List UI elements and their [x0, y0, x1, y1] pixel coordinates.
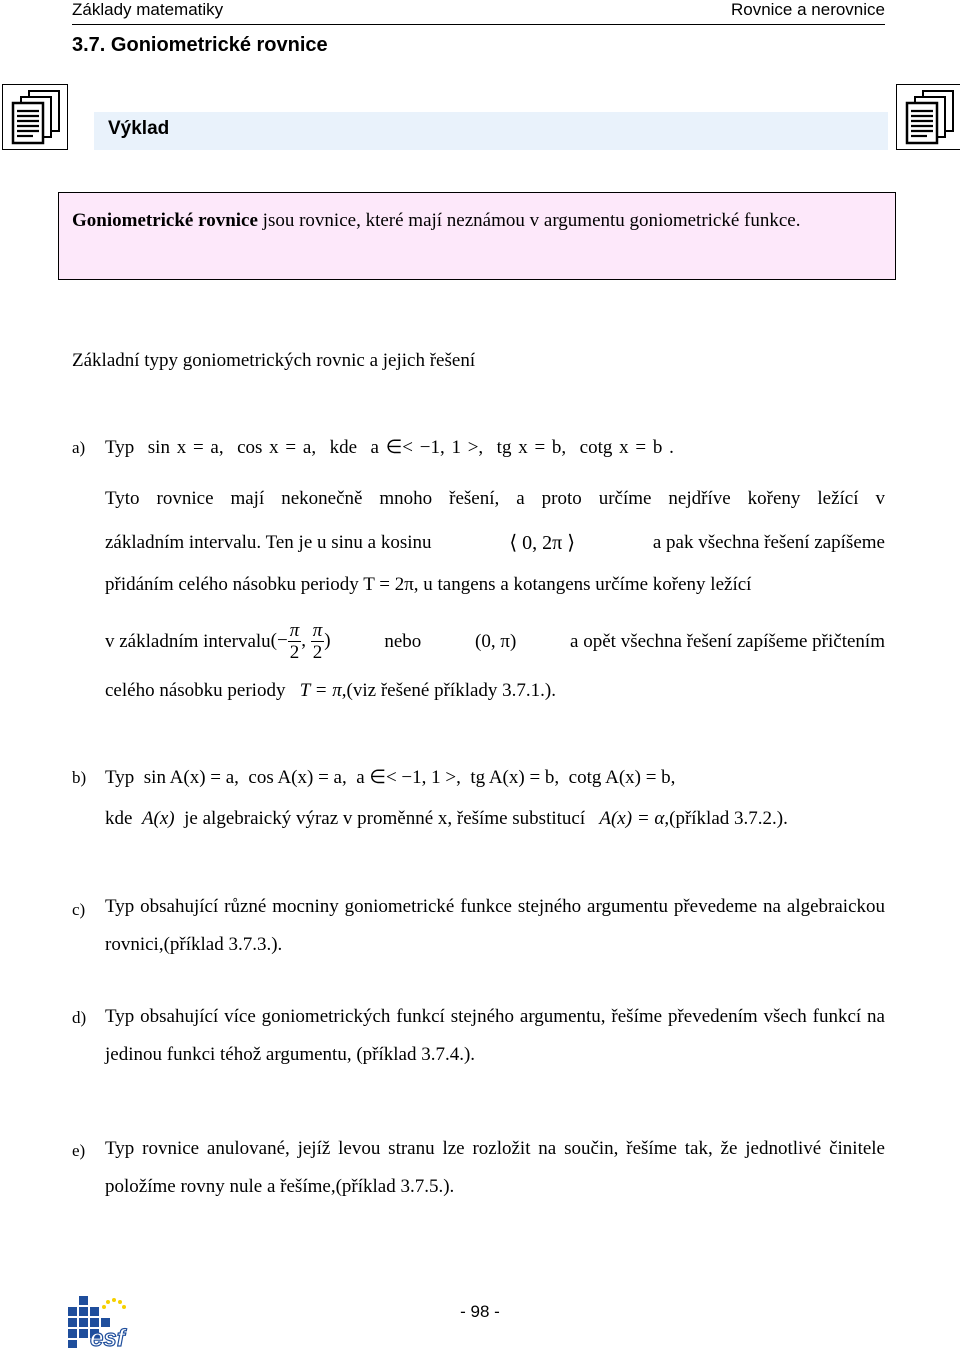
header-rule	[72, 24, 885, 25]
type-a-line5-end: ,(viz řešené příklady 3.7.1.).	[341, 680, 556, 701]
interval-minus-pi2-pi2: (− $\frac{\pi}{2}$ , $\frac{\pi}{2}$ )	[270, 619, 331, 663]
frac-den: 2	[289, 641, 300, 663]
explanation-label: Výklad	[108, 118, 170, 139]
esf-logo-text: esf	[90, 1325, 125, 1348]
page-number: - 98 -	[460, 1302, 500, 1321]
frac-den: 2	[312, 641, 323, 663]
type-a-label: a)	[72, 438, 86, 457]
type-a-nebo: nebo	[384, 631, 422, 652]
type-b-label: b)	[72, 768, 87, 787]
running-header-left: Základy matematiky	[72, 0, 224, 19]
type-a-line4	[105, 612, 885, 672]
type-b-line2	[105, 808, 788, 830]
document-stack-icon	[896, 84, 960, 150]
interval-0-2pi-text: 0, 2π	[522, 532, 563, 554]
type-a-line2	[105, 530, 885, 555]
interval-0-2pi: ⟨ 0, 2π ⟩	[509, 532, 576, 554]
formula-sin: sin x = a,	[147, 437, 224, 458]
frac-num: π	[312, 619, 323, 641]
type-b-line1: Typ sin A(x) = a, cos A(x) = a, a ∈< −1, 1 >, tg A(x) = b, cotg A(x) = b,	[105, 767, 676, 788]
type-b-ax: A(x)	[141, 808, 175, 829]
definition-term: Goniometrické rovnice	[72, 210, 258, 231]
type-a-line5	[105, 680, 556, 702]
type-a-line4-end: a opět všechna řešení zapíšeme přičtením	[570, 631, 885, 652]
type-a-formula-line	[105, 436, 674, 459]
type-a-line4-text: v základním intervalu	[105, 630, 271, 652]
period-pi: T = π	[299, 680, 342, 701]
formula-cos: cos x = a,	[237, 437, 317, 458]
type-a-line5-start: celého násobku periody	[105, 680, 286, 701]
period-2pi: 2π	[394, 574, 414, 595]
types-heading: Základní typy goniometrických rovnic a jejich řešení	[72, 350, 476, 371]
running-header-right: Rovnice a nerovnice	[730, 0, 885, 19]
type-d-label: d)	[72, 1008, 87, 1027]
document-stack-icon	[2, 84, 68, 150]
type-b-line2-end: ,(příklad 3.7.2.).	[664, 808, 788, 829]
frac-num: π	[289, 619, 300, 641]
formula-cotg: cotg x = b .	[579, 437, 674, 458]
type-a-kde: kde	[329, 437, 358, 458]
definition-rest: jsou rovnice, které mají neznámou v argumentu goniometrické funkce.	[257, 210, 801, 231]
esf-logo-icon	[68, 1296, 130, 1348]
type-a-line3-start: přidáním celého násobku periody T =	[105, 574, 390, 595]
type-a-line1: Tyto rovnice mají nekonečně mnoho řešení, a proto určíme nejdříve kořeny ležící v	[105, 488, 885, 509]
formula-range: a ∈< −1, 1 >,	[370, 437, 484, 458]
type-a-prefix: Typ	[105, 437, 135, 458]
type-a-line4-start	[105, 621, 331, 664]
type-a-line3	[105, 574, 885, 596]
type-c-label: c)	[72, 900, 86, 919]
type-e-label: e)	[72, 1141, 86, 1160]
type-a-line2-end: a pak všechna řešení zapíšeme	[652, 531, 885, 553]
interval-0-pi: (0, π)	[475, 631, 517, 652]
type-b-substitution: A(x) = α	[599, 808, 665, 829]
section-title: 3.7. Goniometrické rovnice	[72, 34, 328, 56]
type-c-text: Typ obsahující různé mocniny goniometrické funkce stejného argumentu převedeme na algebraickou rovnici,(příklad 3.7.3.).	[105, 896, 885, 955]
formula-tg: tg x = b,	[496, 437, 567, 458]
type-a-line3-end: , u tangens a kotangens určíme kořeny ležící	[413, 574, 752, 595]
type-b-line2-text: je algebraický výraz v proměnné x, řešíme substitucí	[184, 808, 586, 829]
type-a-line2-start: základním intervalu. Ten je u sinu a kosinu	[105, 531, 432, 553]
type-b-kde: kde	[105, 808, 133, 829]
definition-text	[72, 202, 872, 240]
type-e-text: Typ rovnice anulované, jejíž levou stranu lze rozložit na součin, řešíme tak, že jednotlivé činitele položíme rovny nule a řešíme,(příklad 3.7.5.).	[105, 1138, 885, 1197]
type-d-text: Typ obsahující více goniometrických funkcí stejného argumentu, řešíme převedením všech funkcí na jedinou funkci téhož argumentu, (příklad 3.7.4.).	[105, 1006, 885, 1065]
explanation-banner	[94, 112, 888, 150]
